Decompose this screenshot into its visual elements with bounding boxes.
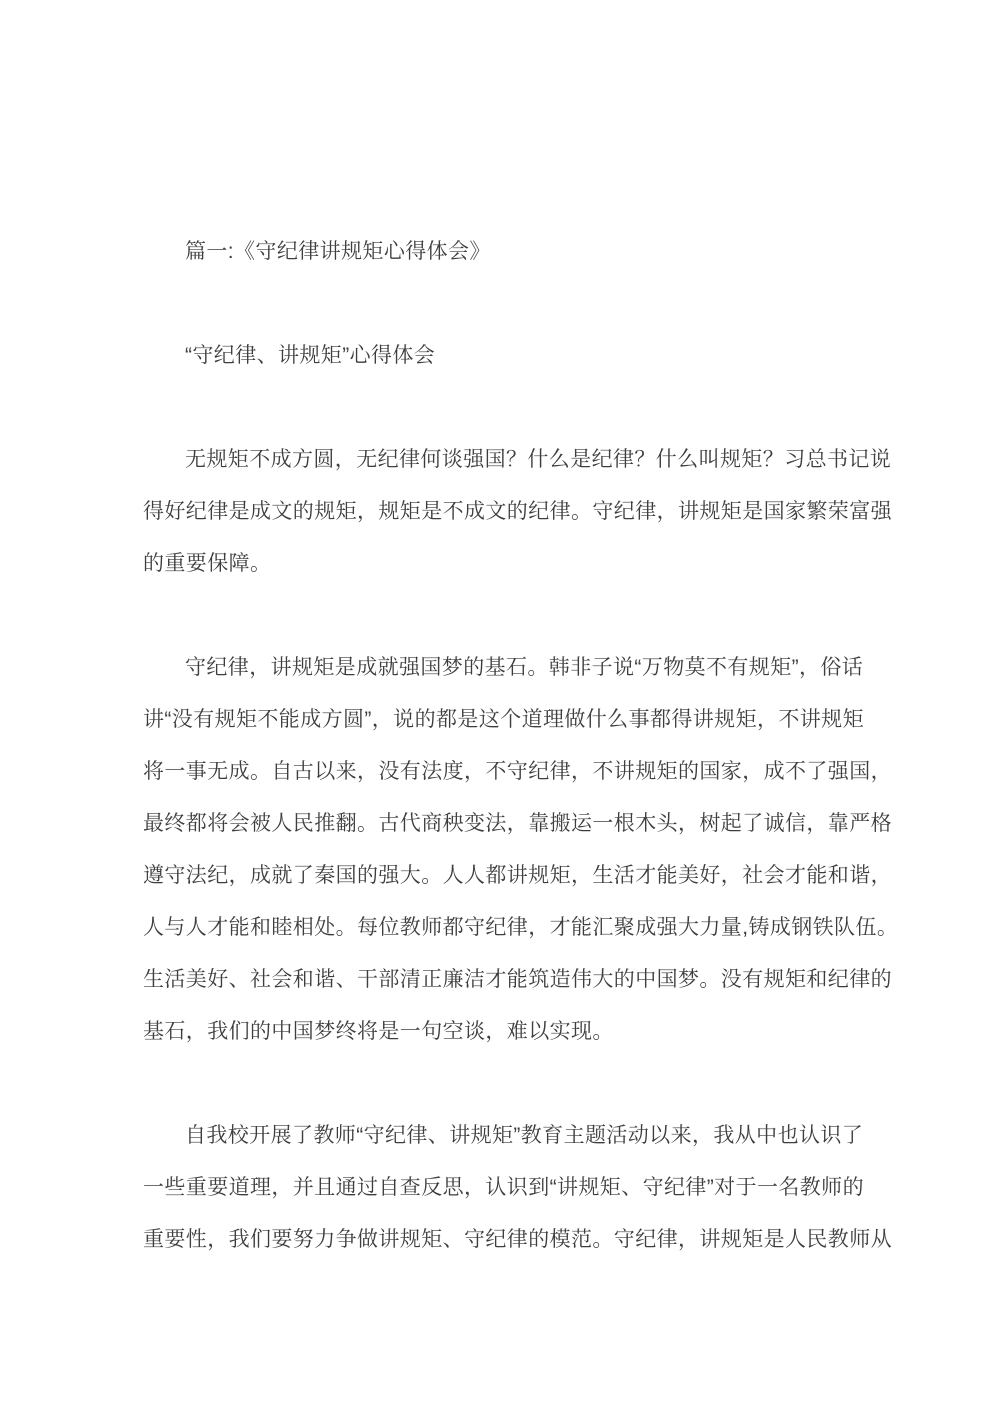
text-line: 守纪律，讲规矩是成就强国梦的基石。韩非子说“万物莫不有规矩”，俗话 <box>185 656 864 679</box>
title-block <box>143 226 859 278</box>
text-line: 得好纪律是成文的规矩，规矩是不成文的纪律。守纪律，讲规矩是国家繁荣富强 <box>143 500 892 523</box>
text-line: 自我校开展了教师“守纪律、讲规矩”教育主题活动以来，我从中也认识了 <box>185 1124 864 1147</box>
text-line: 将一事无成。自古以来，没有法度，不守纪律，不讲规矩的国家，成不了强国， <box>143 760 892 783</box>
text-line: 最终都将会被人民推翻。古代商秧变法，靠搬运一根木头，树起了诚信，靠严格 <box>143 812 892 835</box>
subtitle-block <box>143 330 859 382</box>
doc-subtitle: “守纪律、讲规矩”心得体会 <box>185 344 436 367</box>
text-line: 遵守法纪，成就了秦国的强大。人人都讲规矩，生活才能美好，社会才能和谐， <box>143 864 892 887</box>
text-line: 的重要保障。 <box>143 552 272 575</box>
paragraph <box>143 434 892 590</box>
paragraph <box>143 642 899 1058</box>
text-line: 一些重要道理，并且通过自查反思，认识到“讲规矩、守纪律”对于一名教师的 <box>143 1176 864 1199</box>
text-line: 无规矩不成方圆，无纪律何谈强国？什么是纪律？什么叫规矩？习总书记说 <box>185 448 892 471</box>
paragraph <box>143 1110 892 1266</box>
text-line: 人与人才能和睦相处。每位教师都守纪律，才能汇聚成强大力量,铸成钢铁队伍。 <box>143 916 899 939</box>
text-line: 讲“没有规矩不能成方圆”，说的都是这个道理做什么事都得讲规矩，不讲规矩 <box>143 708 864 731</box>
text-line: 生活美好、社会和谐、干部清正廉洁才能筑造伟大的中国梦。没有规矩和纪律的 <box>143 968 892 991</box>
document-body <box>143 226 899 1318</box>
text-line: 重要性，我们要努力争做讲规矩、守纪律的模范。守纪律，讲规矩是人民教师从 <box>143 1228 892 1251</box>
text-line: 基石，我们的中国梦终将是一句空谈，难以实现。 <box>143 1020 614 1043</box>
doc-title: 篇一:《守纪律讲规矩心得体会》 <box>185 240 491 263</box>
